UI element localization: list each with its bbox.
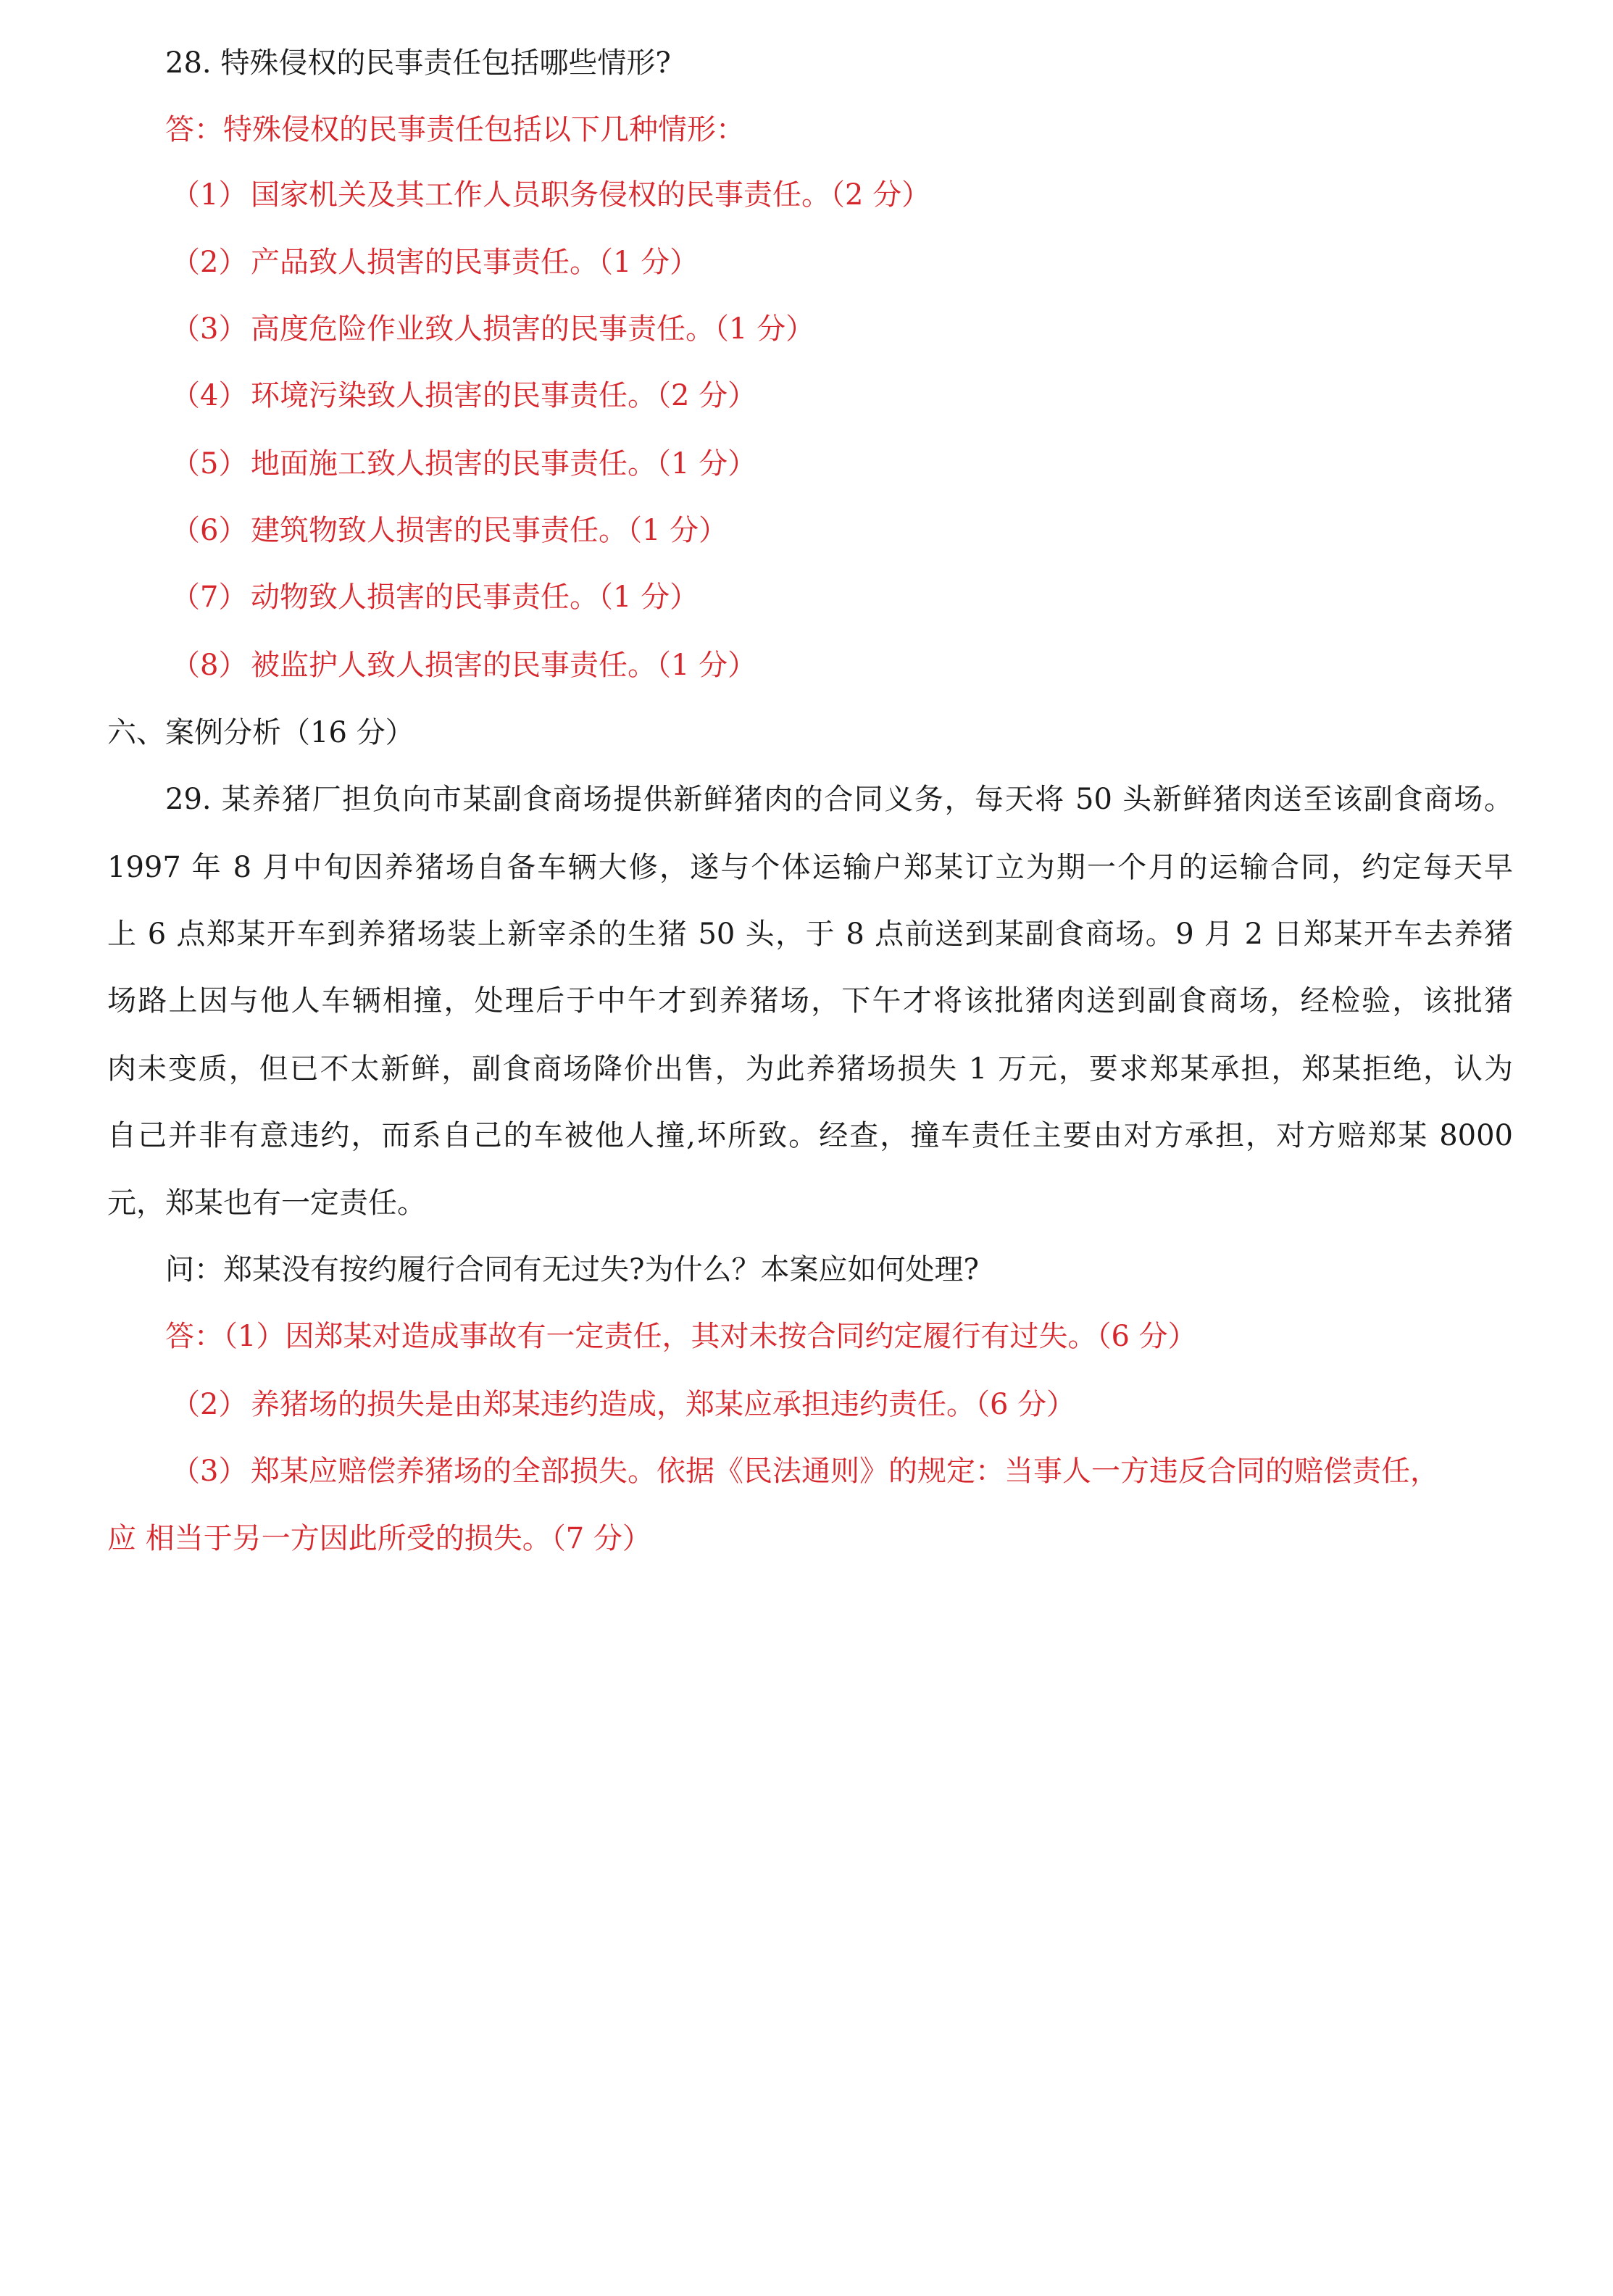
item-text: 国家机关及其工作人员职务侵权的民事责任。（2 分）: [251, 178, 931, 212]
case-text-line: 29. 某养猪厂担负向市某副食商场提供新鲜猪肉的合同义务，每天将 50 头新鲜猪肉送至该副食商场。: [165, 783, 1513, 816]
answer-28-item: [171, 244, 699, 281]
item-text: 产品致人损害的民事责任。（1 分）: [251, 246, 699, 279]
answer-28-item: [171, 176, 930, 214]
case-text-line: 肉未变质，但已不太新鲜，副食商场降价出售，为此养猪场损失 1 万元，要求郑某承担，郑某拒绝，认为: [107, 1052, 1513, 1086]
item-text: 地面施工致人损害的民事责任。（1 分）: [251, 447, 757, 481]
answer-28-item: [171, 646, 757, 684]
item-text: 动物致人损害的民事责任。（1 分）: [251, 581, 699, 614]
item-number: （3）: [171, 312, 248, 346]
answer-29-part-1: 答：（1）因郑某对造成事故有一定责任，其对未按合同约定履行有过失。（6 分）: [165, 1320, 1197, 1353]
item-number: （4）: [171, 379, 248, 412]
case-text-line: 元，郑某也有一定责任。: [107, 1186, 426, 1220]
question-28-title: 28. 特殊侵权的民事责任包括哪些情形?: [165, 46, 671, 80]
item-text: 养猪场的损失是由郑某违约造成，郑某应承担违约责任。（6 分）: [251, 1388, 1076, 1421]
case-text-line: 上 6 点郑某开车到养猪场装上新宰杀的生猪 50 头，于 8 点前送到某副食商场。9 月 2 日郑某开车去养猪: [107, 918, 1513, 951]
item-number: （3）: [171, 1455, 248, 1488]
item-text: 郑某应赔偿养猪场的全部损失。依据《民法通则》的规定：当事人一方违反合同的赔偿责任，: [251, 1455, 1439, 1488]
item-number: （1）: [171, 178, 248, 212]
answer-28-item: [171, 377, 757, 415]
item-number: （2）: [171, 1388, 248, 1421]
case-text-line: 自己并非有意违约，而系自己的车被他人撞,坏所致。经查，撞车责任主要由对方承担，对方赔郑某 8000: [107, 1119, 1513, 1152]
question-28-answer-intro: 答：特殊侵权的民事责任包括以下几种情形：: [165, 113, 745, 146]
case-text-line: 1997 年 8 月中旬因养猪场自备车辆大修，遂与个体运输户郑某订立为期一个月的运输合同，约定每天早: [107, 851, 1513, 884]
answer-28-item: [171, 445, 757, 483]
answer-29-part-2: [171, 1386, 1075, 1423]
item-number: （7）: [171, 581, 248, 614]
item-number: （2）: [171, 246, 248, 279]
answer-29-part-3: [171, 1452, 1439, 1490]
item-text: 建筑物致人损害的民事责任。（1 分）: [251, 514, 728, 547]
question-29-prompt: 问：郑某没有按约履行合同有无过失?为什么？本案应如何处理?: [165, 1253, 979, 1286]
item-text: 环境污染致人损害的民事责任。（2 分）: [251, 379, 757, 412]
item-text: 被监护人致人损害的民事责任。（1 分）: [251, 649, 757, 682]
item-number: （6）: [171, 514, 248, 547]
answer-29-part-3-continued: 应 相当于另一方因此所受的损失。（7 分）: [107, 1522, 651, 1555]
section-6-heading: 六、案例分析（16 分）: [107, 716, 414, 749]
answer-28-item: [171, 310, 814, 348]
item-number: （8）: [171, 649, 248, 682]
item-number: （5）: [171, 447, 248, 481]
item-text: 高度危险作业致人损害的民事责任。（1 分）: [251, 312, 815, 346]
answer-28-item: [171, 512, 728, 549]
case-text-line: 场路上因与他人车辆相撞，处理后于中午才到养猪场，下午才将该批猪肉送到副食商场，经检验，该批猪: [107, 984, 1513, 1018]
answer-28-item: [171, 578, 699, 616]
